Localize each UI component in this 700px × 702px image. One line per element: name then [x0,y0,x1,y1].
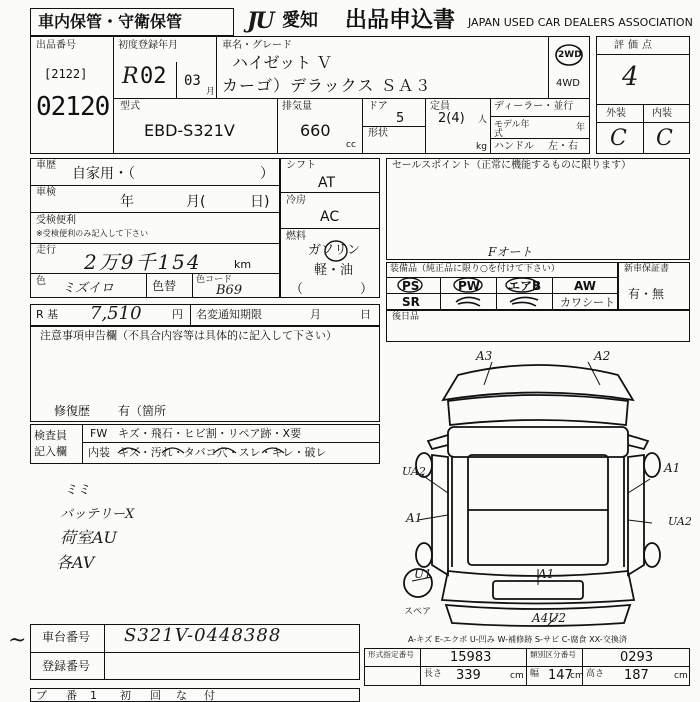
shift-value: AT [318,175,336,191]
damage-mark-a1-rear: A1 [538,567,555,581]
interior-scribble-marks [116,445,316,461]
interior-insp-label: 内装 [88,446,110,459]
capacity-value: 2(4) [438,111,465,126]
inspection-label: 車検 [36,187,56,198]
history-value: 自家用・（ [72,166,135,182]
doors-label: ドア [368,101,388,112]
exterior-grade: C [610,126,627,151]
displacement-unit: cc [346,140,356,150]
drive-4wd: 4WD [556,78,580,89]
lot-number: 02120 [36,92,110,122]
color-code-label: 色コード [196,275,233,285]
rear-label: 後日品 [392,312,420,322]
price-r-label: R 基 [36,308,59,321]
lot-label: 出品番号 [36,40,76,51]
mileage-unit: km [234,258,252,271]
registration-year: 02 [140,64,167,89]
damage-mark-ua2-left: UA2 [402,465,426,478]
option-pw: PW [458,279,481,293]
bottom-item-5: 回 [150,689,161,702]
length-unit: cm [510,671,524,681]
model-label: 型式 [120,101,140,112]
handle-label: ハンドル [494,141,534,152]
year-unit: 年 [576,123,586,133]
handle-options: 左・右 [548,141,578,152]
registration-number-label: 登録番号 [42,659,91,673]
length-value: 339 [456,668,481,683]
chassis-number: S321V-0448388 [124,625,282,646]
fuel-paren-open: （ [290,282,304,297]
storage-label: 車内保管・守衛保管 [38,12,183,31]
margin-mark: ~ [8,628,27,653]
new-car-label: 新車保証書 [624,264,670,274]
fuel-label: 燃料 [286,231,306,242]
doors-value: 5 [396,111,405,126]
entry-label: 記入欄 [34,445,67,458]
vehicle-name-label: 車名・グレード [222,40,292,51]
damage-mark-a1-right: A1 [664,461,681,475]
bottom-item-7: 付 [204,689,215,702]
model-year-label: モデル年式 [494,120,530,139]
ju-logo: JU [247,8,273,34]
damage-mark-u1: U1 [414,567,432,581]
notice-day: 日 [360,308,371,321]
fuel-light-oil: 軽・油 [314,263,354,278]
transfer-note: ※受検便利のみ記入して下さい [36,229,149,239]
damage-mark-a1-left: A1 [406,511,423,525]
shape-label: 形状 [368,128,388,139]
grade-score: 4 [622,62,639,92]
type-cert-label: 形式指定番号 [368,650,414,660]
fw-items: キズ・飛石・ヒビ割・リペア跡・X要 [118,427,302,440]
mileage-value: 2万9千154 [84,250,202,274]
damage-legend: A-キズ E-エクボ U-凹み W-補修跡 S-サビ C-腐食 XX-交換済 [408,635,628,645]
handwritten-note-1: ミミ [64,483,91,498]
capacity-unit: 人 [478,115,488,125]
lot-sub-number: [2122] [44,67,88,81]
damage-mark-a2-front: A2 [594,349,611,363]
association-jp: 愛知 [282,10,318,31]
color-change-label: 色替 [152,279,177,293]
fuel-gasoline: ガソリン [308,243,361,258]
category-label: 類別区分番号 [530,650,576,660]
bottom-item-6: な [176,689,187,702]
damage-mark-a4u2: A4U2 [532,611,567,625]
damage-mark-ua2-right: UA2 [668,515,692,528]
fuel-circle-mark [324,240,348,262]
fw-label: FW [90,427,108,440]
width-unit: cm [570,671,584,681]
inspection-year: 年 [120,194,134,210]
notice-month: 月 [310,308,321,321]
price-unit: 円 [172,308,183,321]
option-aw: AW [574,279,596,293]
length-label: 長さ [424,669,443,679]
handwritten-note-2: バッテリーX [60,507,135,522]
registration-era: R [122,64,139,89]
car-diagram [388,345,688,645]
displacement-label: 排気量 [282,101,312,112]
history-close: ） [260,166,274,182]
association-en: JAPAN USED CAR DEALERS ASSOCIATION [468,16,693,29]
option-ps: PS [402,279,420,293]
option-sr: SR [402,295,420,309]
chassis-label: 車台番号 [42,630,91,644]
registration-month: 03 [184,73,201,89]
notice-label: 名変通知期限 [196,308,262,321]
options-handwritten-note: Fオート [488,245,533,259]
rear-frame [386,310,690,342]
type-cert-value: 15983 [450,650,492,665]
vehicle-name: ハイゼット Ｖ [232,53,333,72]
registration-month-unit: 月 [206,87,216,97]
capacity-label: 定員 [430,101,450,112]
registration-label: 初度登録年月 [118,40,178,51]
transfer-label: 受検便利 [36,215,76,226]
repair-value: 有（箇所 [118,404,167,418]
new-car-value: 有・無 [628,287,665,301]
bottom-item-1: ブ [36,689,47,702]
ac-label: 冷房 [286,195,306,206]
interior-grade: C [656,126,673,151]
dealer-label: ディーラー・並行 [494,101,574,112]
spare-label: スペア [404,607,432,617]
history-frame [30,158,280,298]
bottom-item-3: 1 [90,689,97,702]
price-amount: 7,510 [90,303,142,324]
options-circle-marks [392,276,612,310]
form-title: 出品申込書 [345,8,456,33]
model-value: EBD-S321V [144,121,235,140]
height-value: 187 [624,668,649,683]
color-code-value: B69 [216,283,243,298]
width-label: 幅 [530,669,540,679]
height-unit: cm [674,671,688,681]
shift-label: シフト [286,160,316,171]
option-airbag: エアB [508,279,542,293]
history-label: 車歴 [36,160,56,171]
option-leather-seat: カワシート [560,296,615,309]
weight-unit: kg [476,142,487,152]
fuel-paren-close: ） [360,282,374,297]
color-value: ミズイロ [62,281,114,296]
interior-label: 内装 [652,108,672,119]
handwritten-note-3: 荷室AU [60,528,118,547]
category-value: 0293 [620,650,654,665]
options-label: 装備品（純正品に限り○を付けて下さい） [390,264,560,274]
bottom-item-2: 番 [66,689,77,702]
notes-label: 注意事項申告欄（不具合内容等は具体的に記入して下さい） [40,329,337,342]
interior-items: キズ・汚れ・タバコ穴・スレ・キレ・破レ [118,446,327,459]
displacement-value: 660 [300,121,331,140]
grade-label: 評価点 [614,40,656,51]
inspection-month: 月( [186,194,206,210]
ac-value: AC [320,209,340,225]
repair-label: 修復歴 [54,404,91,418]
color-label: 色 [36,276,46,287]
exterior-label: 外装 [606,108,626,119]
width-value: 147 [548,668,573,683]
damage-mark-a3: A3 [476,349,493,363]
height-label: 高さ [586,669,605,679]
sales-point-frame [386,158,690,260]
sales-point-label: セールスポイント（正常に機能するものに限ります） [392,160,632,171]
inspector-label: 検査員 [34,429,67,442]
handwritten-note-4: 各AV [56,553,95,572]
inspection-day: 日) [250,194,270,210]
bottom-item-4: 初 [120,689,131,702]
mileage-label: 走行 [36,245,56,256]
drive-2wd: 2WD [558,50,582,60]
vehicle-grade: カーゴ）デラックス ＳＡ３ [222,76,432,95]
